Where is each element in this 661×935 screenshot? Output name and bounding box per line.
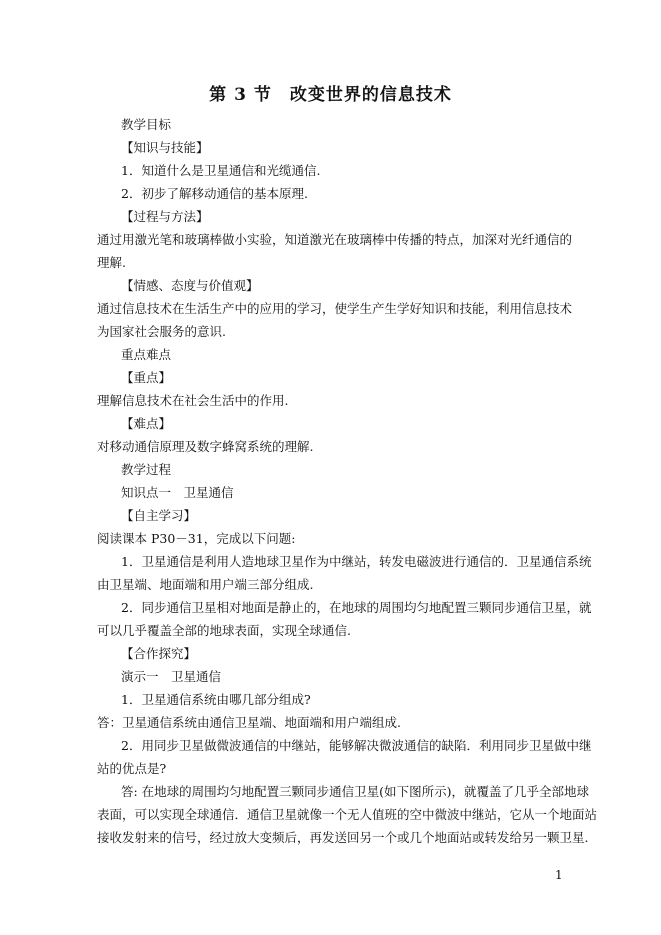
paragraph-line: 理解信息技术在社会生活中的作用.: [97, 393, 289, 408]
paragraph-line: 阅读课本 P30－31，完成以下问题:: [97, 531, 296, 546]
knowledge-point-heading: 知识点一 卫星通信: [121, 485, 234, 500]
section-heading-keypoints: 重点难点: [121, 347, 172, 362]
paragraph-line: 通过用激光笔和玻璃棒做小实验，知道激光在玻璃棒中传播的特点，加深对光纤通信的: [97, 232, 573, 247]
subheading-key: 【重点】: [121, 370, 172, 385]
answer-line: 答：卫星通信系统由通信卫星端、地面端和用户端组成.: [97, 715, 401, 730]
subheading-self-study: 【自主学习】: [121, 508, 197, 523]
subheading-difficulty: 【难点】: [121, 416, 172, 431]
subheading-emotion: 【情感、态度与价值观】: [121, 278, 259, 293]
answer-line: 答: 在地球的周围均匀地配置三颗同步通信卫星(如下图所示)，就覆盖了几乎全部地球: [121, 784, 589, 799]
question-line: 2．用同步卫星做微波通信的中继站，能够解决微波通信的缺陷．利用同步卫星做中继: [121, 738, 592, 753]
subheading-process: 【过程与方法】: [121, 209, 209, 224]
paragraph-line: 对移动通信原理及数字蜂窝系统的理解.: [97, 439, 314, 454]
answer-line: 表面，可以实现全球通信．通信卫星就像一个无人值班的空中微波中继站，它从一个地面站: [97, 807, 598, 822]
page-title: 第 3 节 改变世界的信息技术: [209, 85, 452, 105]
demo-heading: 演示一 卫星通信: [121, 669, 222, 684]
page-number: 1: [555, 868, 563, 882]
paragraph-line: 可以几乎覆盖全部的地球表面，实现全球通信.: [97, 623, 351, 638]
paragraph-line: 由卫星端、地面端和用户端三部分组成.: [97, 577, 314, 592]
paragraph-line: 2．初步了解移动通信的基本原理.: [121, 186, 308, 201]
paragraph-line: 1．卫星通信是利用人造地球卫星作为中继站，转发电磁波进行通信的．卫星通信系统: [121, 554, 592, 569]
question-line: 站的优点是?: [97, 761, 167, 776]
section-heading-process: 教学过程: [121, 462, 172, 477]
section-heading-objectives: 教学目标: [121, 117, 172, 132]
paragraph-line: 1．知道什么是卫星通信和光缆通信.: [121, 163, 321, 178]
paragraph-line: 通过信息技术在生活生产中的应用的学习，使学生产生学好知识和技能，利用信息技术: [97, 301, 573, 316]
subheading-knowledge: 【知识与技能】: [121, 140, 209, 155]
paragraph-line: 2．同步通信卫星相对地面是静止的，在地球的周围均匀地配置三颗同步通信卫星，就: [121, 600, 592, 615]
answer-line: 接收发射来的信号，经过放大变频后，再发送回另一个或几个地面站或转发给另一颗卫星.: [97, 830, 589, 845]
paragraph-line: 为国家社会服务的意识.: [97, 324, 226, 339]
question-line: 1．卫星通信系统由哪几部分组成?: [121, 692, 311, 707]
paragraph-line: 理解.: [97, 255, 126, 270]
subheading-cooperation: 【合作探究】: [121, 646, 197, 661]
